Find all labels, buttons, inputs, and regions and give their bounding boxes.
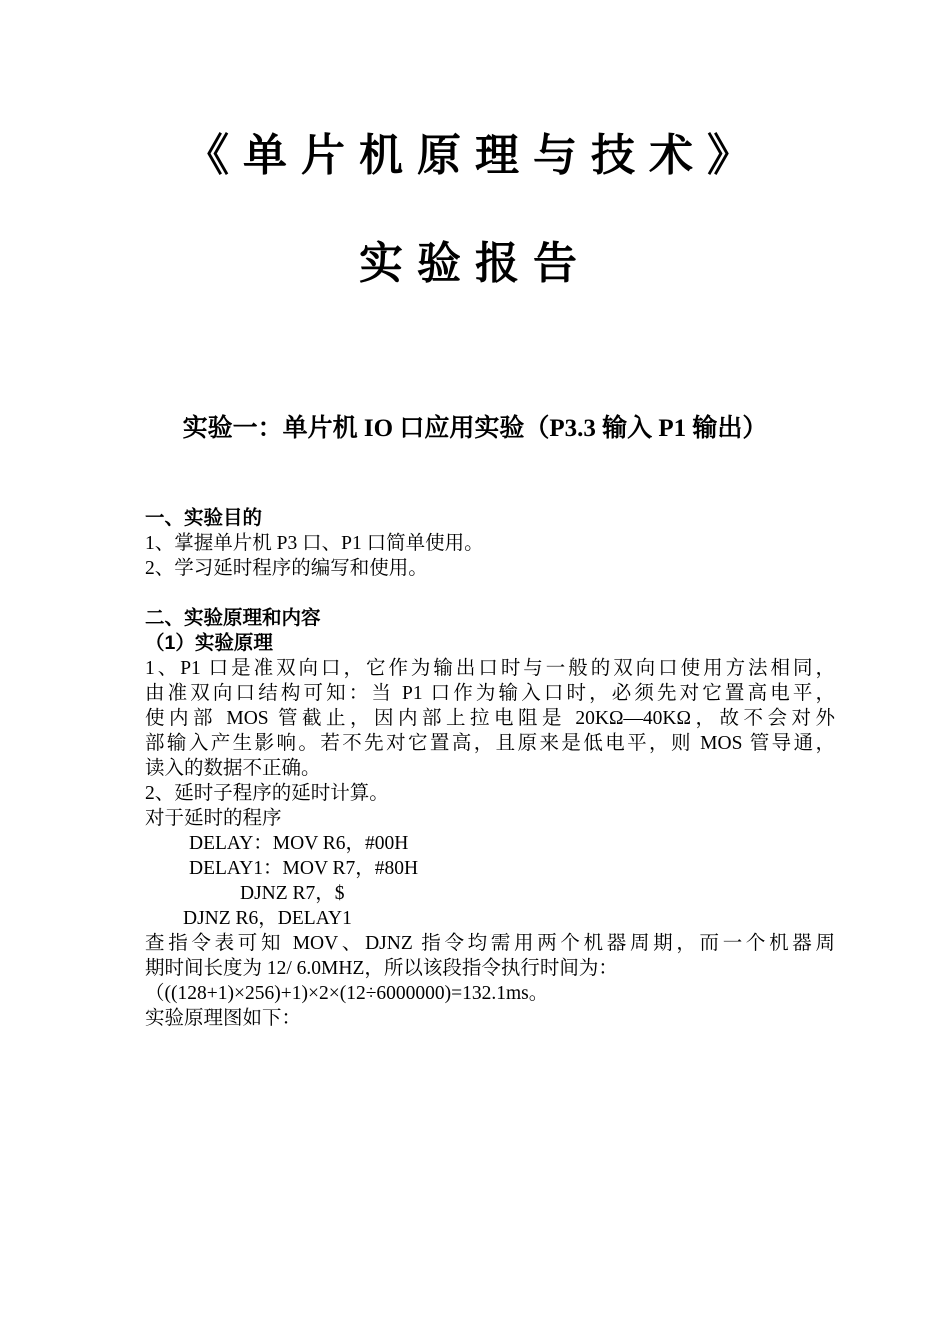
paragraph-line: 对于延时的程序 (145, 808, 282, 829)
section-heading-purpose: 一、实验目的 (145, 507, 263, 529)
purpose-item: 1、掌握单片机 P3 口、P1 口简单使用。 (145, 533, 484, 554)
paragraph-line: 读入的数据不正确。 (145, 758, 321, 779)
report-course-title: 《单片机原理与技术》 (185, 131, 765, 180)
section-heading-principle: 二、实验原理和内容 (145, 607, 321, 629)
report-subtitle: 实验报告 (359, 239, 591, 288)
subsection-heading-principle: （1）实验原理 (145, 632, 273, 654)
spacer (145, 581, 835, 606)
report-body (145, 506, 835, 1031)
paragraph-line: 1、P1 口是准双向口，它作为输出口时与一般的双向口使用方法相同， (145, 658, 835, 679)
paragraph-line: 实验原理图如下： (145, 1008, 302, 1029)
paragraph-line: 期时间长度为 12/ 6.0MHZ，所以该段指令执行时间为： (145, 958, 618, 979)
paragraph-line: （((128+1)×256)+1)×2×(12÷6000000)=132.1ms。 (145, 983, 549, 1004)
purpose-item: 2、学习延时程序的编写和使用。 (145, 558, 428, 579)
paragraph-line: 2、延时子程序的延时计算。 (145, 783, 389, 804)
code-line: DJNZ R6，DELAY1 (183, 908, 352, 929)
code-line: DELAY1：MOV R7，#80H (189, 858, 419, 879)
paragraph-line: 使内部 MOS 管截止，因内部上拉电阻是 20KΩ—40KΩ，故不会对外 (145, 708, 835, 729)
code-line: DJNZ R7，$ (240, 883, 345, 904)
paragraph-line: 部输入产生影响。若不先对它置高，且原来是低电平，则 MOS 管导通， (145, 733, 835, 754)
paragraph-line: 查指令表可知 MOV、DJNZ 指令均需用两个机器周期，而一个机器周 (145, 933, 835, 954)
experiment-title: 实验一：单片机 IO 口应用实验（P3.3 输入 P1 输出） (182, 415, 768, 442)
paragraph-line: 由准双向口结构可知：当 P1 口作为输入口时，必须先对它置高电平， (145, 683, 835, 704)
code-line: DELAY：MOV R6，#00H (189, 833, 409, 854)
